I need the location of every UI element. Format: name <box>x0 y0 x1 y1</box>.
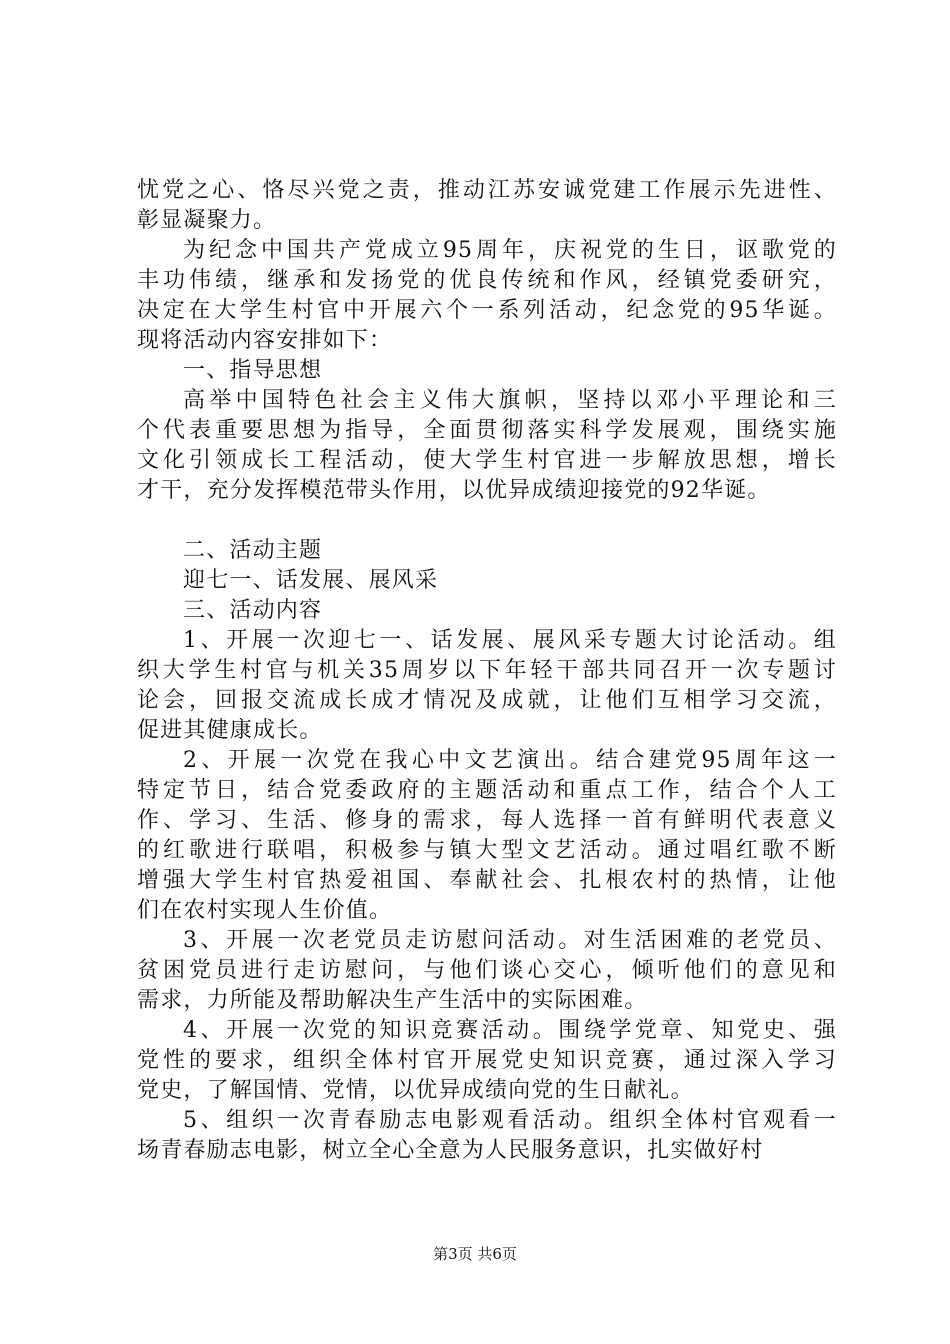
text-line <box>137 506 837 536</box>
text-line: 文化引领成长工程活动，使大学生村官进一步解放思想，增长 <box>137 448 837 473</box>
text-line: 一、指导思想 <box>183 358 323 383</box>
paragraph <box>137 926 837 1016</box>
text-line: 们在农村实现人生价值。 <box>137 898 393 923</box>
text-line: 高举中国特色社会主义伟大旗帜，坚持以邓小平理论和三 <box>183 388 837 413</box>
text-line: 场青春励志电影，树立全心全意为人民服务意识，扎实做好村 <box>137 1138 764 1163</box>
text-line: 党性的要求，组织全体村官开展党史知识竞赛，通过深入学习 <box>137 1048 837 1073</box>
page-footer <box>0 1244 950 1264</box>
paragraph <box>137 596 837 626</box>
text-line: 4、开展一次党的知识竞赛活动。围绕学党章、知党史、强 <box>183 1018 837 1043</box>
text-line: 1、开展一次迎七一、话发展、展风采专题大讨论活动。组 <box>183 628 837 653</box>
text-line: 论会，回报交流成长成才情况及成就，让他们互相学习交流， <box>137 688 837 713</box>
text-line: 促进其健康成长。 <box>137 718 323 743</box>
text-line: 特定节日，结合党委政府的主题活动和重点工作，结合个人工 <box>137 778 837 803</box>
text-line: 为纪念中国共产党成立95周年，庆祝党的生日，讴歌党的 <box>183 238 837 263</box>
text-line: 5、组织一次青春励志电影观看活动。组织全体村官观看一 <box>183 1108 837 1133</box>
text-line: 三、活动内容 <box>183 598 323 623</box>
text-line: 决定在大学生村官中开展六个一系列活动，纪念党的95华诞。 <box>137 298 837 323</box>
paragraph <box>137 386 837 506</box>
text-line: 二、活动主题 <box>183 538 323 563</box>
text-line: 的红歌进行联唱，积极参与镇大型文艺活动。通过唱红歌不断 <box>137 838 837 863</box>
paragraph <box>137 536 837 566</box>
text-line: 织大学生村官与机关35周岁以下年轻干部共同召开一次专题讨 <box>137 658 837 683</box>
text-line: 忧党之心、恪尽兴党之责，推动江苏安诚党建工作展示先进性、 <box>137 178 837 203</box>
text-line: 丰功伟绩，继承和发扬党的优良传统和作风，经镇党委研究， <box>137 268 837 293</box>
text-line: 3、开展一次老党员走访慰问活动。对生活困难的老党员、 <box>183 928 837 953</box>
text-line: 贫困党员进行走访慰问，与他们谈心交心，倾听他们的意见和 <box>137 958 837 983</box>
text-line: 增强大学生村官热爱祖国、奉献社会、扎根农村的热情，让他 <box>137 868 837 893</box>
paragraph <box>137 356 837 386</box>
text-line: 党史，了解国情、党情，以优异成绩向党的生日献礼。 <box>137 1078 694 1103</box>
text-line: 现将活动内容安排如下： <box>137 328 393 353</box>
text-line: 迎七一、话发展、展风采 <box>183 568 439 593</box>
paragraph <box>137 1016 837 1106</box>
paragraph <box>137 1106 837 1166</box>
text-line: 个代表重要思想为指导，全面贯彻落实科学发展观，围绕实施 <box>137 418 837 443</box>
paragraph <box>137 176 837 236</box>
page-number-label: 第3页 共6页 <box>433 1245 517 1263</box>
paragraph <box>137 746 837 926</box>
paragraph <box>137 566 837 596</box>
document-body <box>137 176 837 1166</box>
paragraph <box>137 626 837 746</box>
text-line: 作、学习、生活、修身的需求，每人选择一首有鲜明代表意义 <box>137 808 837 833</box>
text-line: 2、开展一次党在我心中文艺演出。结合建党95周年这一 <box>183 748 837 773</box>
text-line: 需求，力所能及帮助解决生产生活中的实际困难。 <box>137 988 648 1013</box>
text-line: 才干，充分发挥模范带头作用，以优异成绩迎接党的92华诞。 <box>137 478 771 503</box>
text-line: 彰显凝聚力。 <box>137 208 277 233</box>
paragraph <box>137 236 837 356</box>
paragraph <box>137 506 837 536</box>
